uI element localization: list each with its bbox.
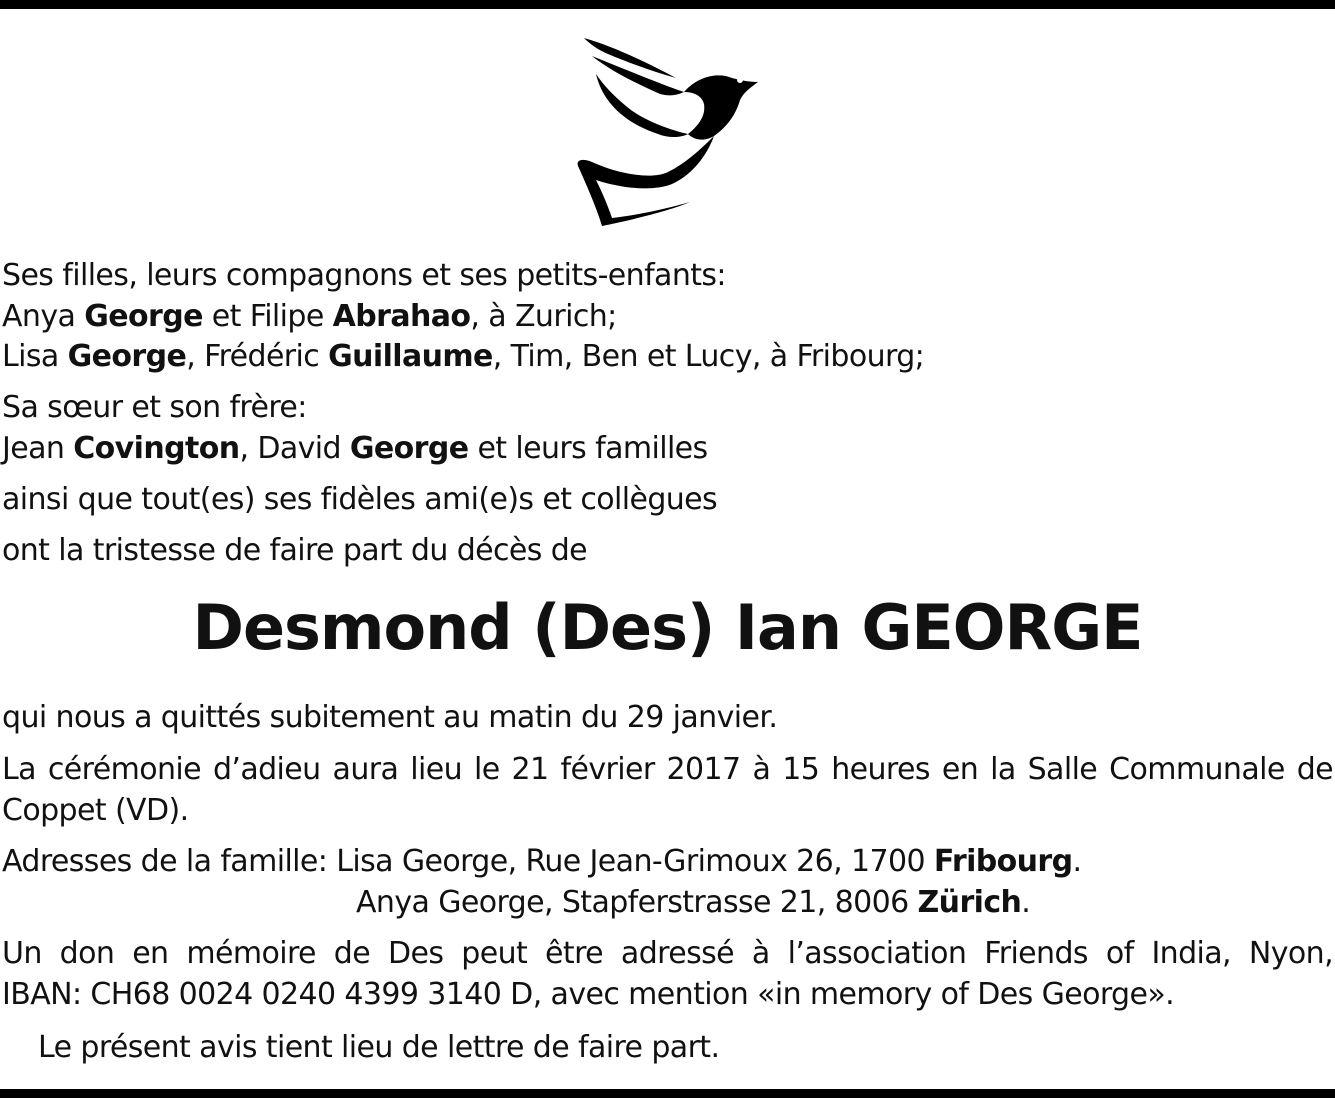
address-text: Anya George, Stapferstrasse 21, 8006 — [356, 885, 918, 920]
surname: Guillaume — [328, 339, 493, 374]
dove-icon — [572, 34, 762, 230]
deceased-name: Desmond (Des) Ian GEORGE — [192, 591, 1143, 664]
address-line-2 — [356, 885, 1030, 921]
family-line-daughter-1 — [2, 299, 617, 335]
bottom-border — [0, 1089, 1335, 1098]
given-name: Lisa — [2, 339, 68, 374]
connector-text: et Filipe — [202, 299, 333, 334]
closing-line: Le présent avis tient lieu de lettre de faire part. — [38, 1030, 720, 1065]
siblings-heading: Sa sœur et son frère: — [2, 390, 307, 425]
donation-line-1: Un don en mémoire de Des peut être adressé à l’association Friends of India, Nyon, — [2, 936, 1333, 971]
ceremony-line-2: Coppet (VD). — [2, 793, 189, 828]
ceremony-line-1: La cérémonie d’adieu aura lieu le 21 février 2017 à 15 heures en la Salle Communale de — [2, 752, 1333, 787]
announcement-line: ont la tristesse de faire part du décès de — [2, 533, 588, 568]
address-label: Adresses de la famille: — [2, 844, 337, 879]
connector-text: , David — [239, 431, 350, 466]
location-text: , à Zurich; — [470, 299, 617, 334]
address-text: Lisa George, Rue Jean-Grimoux 26, 1700 — [336, 844, 934, 879]
family-line-daughter-2 — [2, 339, 924, 375]
families-text: et leurs familles — [468, 431, 708, 466]
daughters-heading: Ses filles, leurs compagnons et ses petits-enfants: — [2, 258, 726, 293]
surname: George — [67, 339, 187, 374]
address-city: Zürich — [917, 885, 1022, 920]
address-line-1 — [2, 844, 1081, 880]
donation-line-2: IBAN: CH68 0024 0240 4399 3140 D, avec mention «in memory of Des George». — [2, 977, 1175, 1012]
given-name: Jean — [2, 431, 74, 466]
address-city: Fribourg — [933, 844, 1073, 879]
surname: Abrahao — [332, 299, 471, 334]
friends-line: ainsi que tout(es) ses fidèles ami(e)s et collègues — [2, 482, 718, 517]
passing-date-line: qui nous a quittés subitement au matin du 29 janvier. — [2, 700, 778, 735]
surname: George — [349, 431, 469, 466]
connector-text: , Frédéric — [186, 339, 329, 374]
given-name: Anya — [2, 299, 85, 334]
surname: George — [84, 299, 203, 334]
top-border — [0, 0, 1335, 9]
family-line-siblings — [2, 431, 708, 467]
location-text: , Tim, Ben et Lucy, à Fribourg; — [492, 339, 925, 374]
surname: Covington — [73, 431, 240, 466]
address-punctuation: . — [1021, 885, 1031, 920]
address-punctuation: . — [1072, 844, 1082, 879]
